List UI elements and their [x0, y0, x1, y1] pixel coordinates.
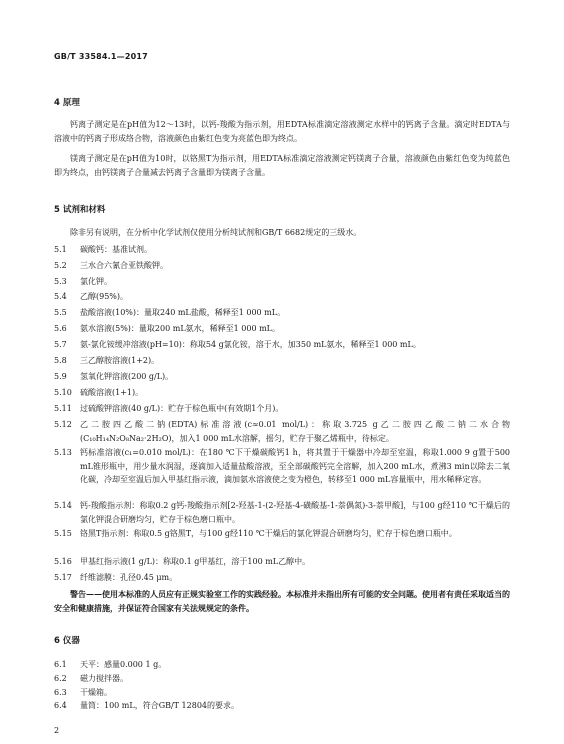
list-item [54, 354, 510, 368]
section-5-intro: 除非另有说明，在分析中化学试剂仅使用分析纯试剂和GB/T 6682规定的三级水。 [70, 228, 362, 237]
item-number: 6.4 [54, 701, 67, 710]
item-number: 5.7 [54, 340, 67, 349]
list-item [54, 370, 510, 384]
item-number: 5.8 [54, 356, 67, 365]
item-text: 氨-氯化铵缓冲溶液(pH=10)：称取54 g氯化铵，溶于水，加350 mL氨水，稀释至1 000 mL。 [80, 340, 421, 349]
item-number: 5.16 [54, 557, 72, 566]
section-5-title: 5 试剂和材料 [54, 205, 106, 215]
item-text: 过硫酸钾溶液(40 g/L)：贮存于棕色瓶中(有效期1个月)。 [80, 404, 284, 413]
list-item [54, 322, 510, 336]
list-item [54, 672, 510, 686]
list-item [54, 446, 510, 487]
item-text: 氢氧化钾溶液(200 g/L)。 [80, 372, 174, 381]
item-number: 5.11 [54, 404, 72, 413]
item-text: 三水合六氰合亚铁酸钾。 [80, 261, 168, 270]
list-item [54, 290, 510, 304]
list-item [54, 259, 510, 273]
safety-warning: 警告——使用本标准的人员应有正规实验室工作的实践经验。本标准并未指出所有可能的安全问题。使用者有责任采取适当的安全和健康措施，并保证符合国家有关法规规定的条件。 [54, 589, 510, 613]
item-number: 5.9 [54, 372, 67, 381]
section-4-paragraph-1: 钙离子测定是在pH值为12～13时，以钙-羧酸为指示剂，用EDTA标准滴定溶液测定水样中的钙离子含量。滴定时EDTA与溶液中的钙离子形成络合物，溶液颜色由紫红色变为亮蓝色即为终点。 [54, 120, 510, 143]
list-item [54, 658, 510, 672]
item-number: 5.12 [54, 420, 72, 429]
item-text: 乙醇(95%)。 [80, 292, 129, 301]
item-text: 天平：感量0.000 1 g。 [80, 660, 167, 669]
item-text: 甲基红指示液(1 g/L)：称取0.1 g甲基红，溶于100 mL乙醇中。 [80, 557, 311, 566]
standard-number: GB/T 33584.1—2017 [54, 52, 148, 61]
item-number: 5.5 [54, 308, 67, 317]
list-item [54, 699, 510, 713]
list-item [54, 386, 510, 400]
item-text: 钙标准溶液(c₁=0.010 mol/L)：在180 ℃下干燥碳酸钙1 h，将其置于干燥器中冷却至室温，称取1.000 9 g置于500 mL锥形瓶中，用少量水润湿，逐滴加入适量盐酸溶液，至全部碳酸钙完全溶解，加入200 mL水，煮沸3 min以除去二氧化碳，冷却至室温后加入甲基红指示液，滴加氨水溶液使之变为橙色，转移至1 000 mL容量瓶中，用水稀释定容。 [80, 448, 510, 484]
list-item [54, 306, 510, 320]
item-number: 5.13 [54, 448, 72, 457]
list-item [54, 555, 510, 569]
section-4-title: 4 原理 [54, 98, 80, 108]
item-text: 氯化钾。 [80, 277, 112, 286]
item-text: 铬黑T指示剂：称取0.5 g铬黑T，与100 g经110 ℃干燥后的氯化钾混合研磨均匀，贮存于棕色磨口瓶中。 [80, 529, 457, 538]
list-item [54, 275, 510, 289]
item-number: 6.2 [54, 674, 67, 683]
list-item [54, 499, 510, 526]
list-item [54, 338, 510, 352]
item-number: 5.4 [54, 292, 67, 301]
section-4-paragraph-2: 镁离子测定是在pH值为10时，以铬黑T为指示剂，用EDTA标准滴定溶液测定钙镁离子合量，溶液颜色由紫红色变为纯蓝色即为终点，由钙镁离子合量减去钙离子含量即为镁离子含量。 [54, 154, 510, 177]
item-number: 6.3 [54, 688, 67, 697]
list-item [54, 402, 510, 416]
item-text: 氨水溶液(5%)：量取200 mL氨水，稀释至1 000 mL。 [80, 324, 280, 333]
item-text: 盐酸溶液(10%)：量取240 mL盐酸，稀释至1 000 mL。 [80, 308, 286, 317]
item-number: 5.10 [54, 388, 72, 397]
item-number: 6.1 [54, 660, 67, 669]
item-text: 纤维滤膜：孔径0.45 μm。 [80, 573, 178, 582]
list-item [54, 686, 510, 700]
item-text: 乙二胺四乙酸二钠(EDTA)标准溶液(c≈0.01 mol/L)：称取3.725 g乙二胺四乙酸二钠二水合物(C₁₀H₁₄N₂O₈Na₂·2H₂O)，加入1 000 mL水溶解，摇匀，贮存于聚乙烯瓶中，待标定。 [80, 420, 510, 443]
item-number: 5.1 [54, 245, 67, 254]
item-number: 5.14 [54, 501, 72, 510]
item-text: 三乙醇胺溶液(1+2)。 [80, 356, 160, 365]
page-number: 2 [54, 726, 60, 735]
item-text: 磁力搅拌器。 [80, 674, 128, 683]
item-text: 钙-羧酸指示剂：称取0.2 g钙-羧酸指示剂[2-羟基-1-(2-羟基-4-磺酸基-1-萘偶氮)-3-萘甲酸]，与100 g经110 ℃干燥后的氯化钾混合研磨均匀，贮存于棕色磨口瓶中。 [80, 501, 510, 524]
section-6-title: 6 仪器 [54, 636, 80, 646]
list-item [54, 527, 510, 541]
list-item [54, 243, 510, 257]
item-text: 干燥箱。 [80, 688, 112, 697]
item-number: 5.3 [54, 277, 67, 286]
item-number: 5.2 [54, 261, 67, 270]
list-item [54, 418, 510, 445]
list-item [54, 571, 510, 585]
item-text: 碳酸钙：基准试剂。 [80, 245, 152, 254]
item-number: 5.15 [54, 529, 72, 538]
item-number: 5.17 [54, 573, 72, 582]
item-number: 5.6 [54, 324, 67, 333]
item-text: 量筒：100 mL，符合GB/T 12804的要求。 [80, 701, 240, 710]
item-text: 硫酸溶液(1+1)。 [80, 388, 144, 397]
